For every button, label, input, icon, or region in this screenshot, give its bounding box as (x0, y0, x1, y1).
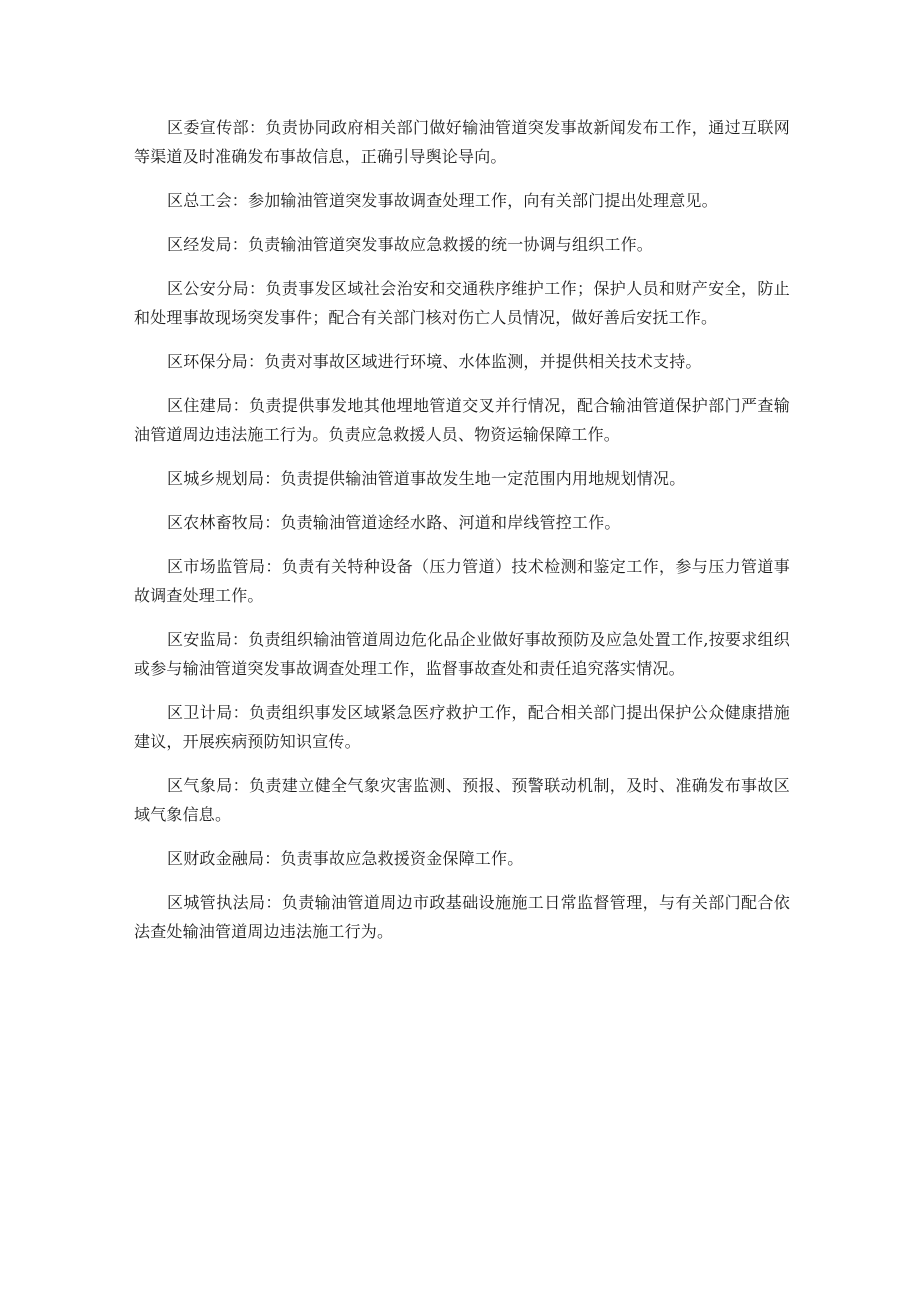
paragraph-meteorology: 区气象局：负责建立健全气象灾害监测、预报、预警联动机制，及时、准确发布事故区域气象信息。 (134, 776, 790, 824)
paragraph-trade-union: 区总工会：参加输油管道突发事故调查处理工作，向有关部门提出处理意见。 (167, 191, 718, 210)
paragraph-agriculture-forestry: 区农林畜牧局：负责输油管道途经水路、河道和岸线管控工作。 (167, 513, 621, 532)
paragraph-environmental-protection: 区环保分局：负责对事故区域进行环境、水体监测，并提供相关技术支持。 (167, 352, 702, 371)
paragraph-public-security: 区公安分局：负责事发区域社会治安和交通秩序维护工作；保护人员和财产安全，防止和处理事故现场突发事件；配合有关部门核对伤亡人员情况，做好善后安抚工作。 (134, 279, 790, 327)
paragraph-finance: 区财政金融局：负责事故应急救援资金保障工作。 (167, 849, 524, 868)
paragraph-health-family-planning: 区卫计局：负责组织事发区域紧急医疗救护工作，配合相关部门提出保护公众健康措施建议，开展疾病预防知识宣传。 (134, 703, 790, 751)
paragraph-urban-rural-planning: 区城乡规划局：负责提供输油管道事故发生地一定范围内用地规划情况。 (167, 469, 686, 488)
paragraph-economic-dev-bureau: 区经发局：负责输油管道突发事故应急救援的统一协调与组织工作。 (167, 235, 654, 254)
paragraph-urban-management: 区城管执法局：负责输油管道周边市政基础设施施工日常监督管理，与有关部门配合依法查处输油管道周边违法施工行为。 (134, 893, 790, 941)
paragraph-market-supervision: 区市场监管局：负责有关特种设备（压力管道）技术检测和鉴定工作，参与压力管道事故调查处理工作。 (134, 557, 790, 605)
paragraph-work-safety: 区安监局：负责组织输油管道周边危化品企业做好事故预防及应急处置工作,按要求组织或参与输油管道突发事故调查处理工作，监督事故查处和责任追究落实情况。 (134, 630, 790, 678)
paragraph-propaganda-dept: 区委宣传部：负责协同政府相关部门做好输油管道突发事故新闻发布工作，通过互联网等渠道及时准确发布事故信息，正确引导舆论导向。 (134, 118, 790, 166)
paragraph-housing-construction: 区住建局：负责提供事发地其他埋地管道交叉并行情况，配合输油管道保护部门严查输油管道周边违法施工行为。负责应急救援人员、物资运输保障工作。 (134, 396, 790, 444)
